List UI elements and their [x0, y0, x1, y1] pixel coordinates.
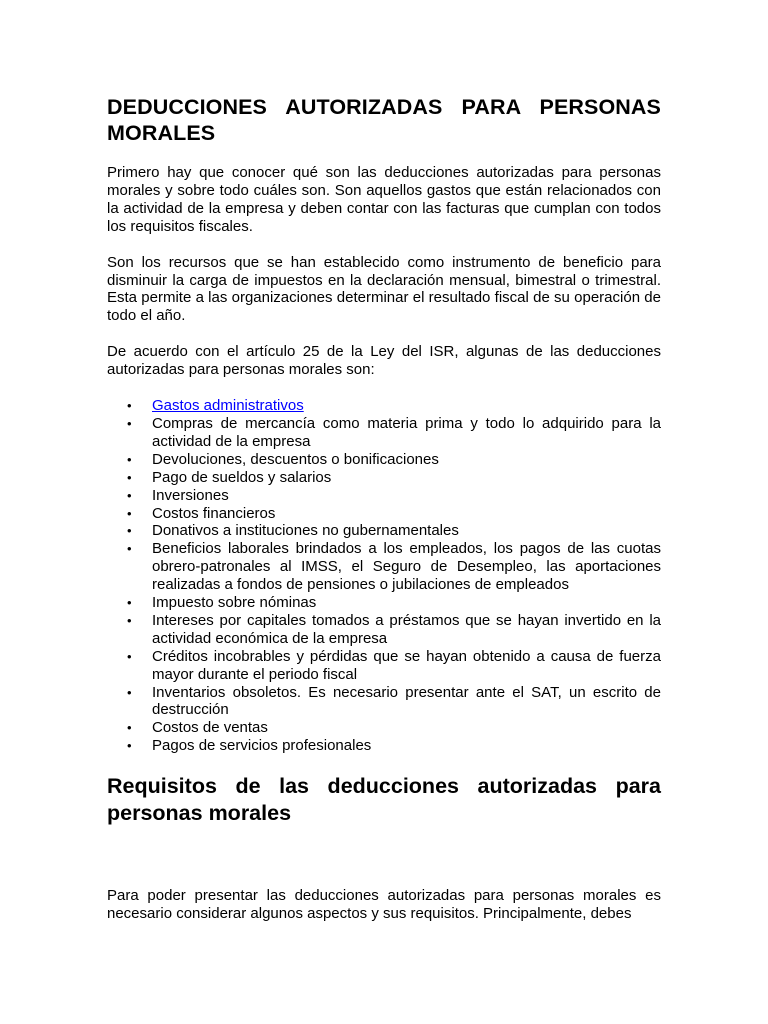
list-item	[107, 648, 661, 684]
list-item-text: Pago de sueldos y salarios	[152, 468, 332, 486]
closing-paragraph: Para poder presentar las deducciones autorizadas para personas morales es necesario considerar algunos aspectos y sus requisitos. Principalmente, debes	[107, 887, 661, 923]
bullet-icon: •	[127, 487, 132, 503]
list-item-text: Costos financieros	[152, 504, 276, 522]
bullet-icon: •	[127, 398, 132, 414]
list-item	[107, 684, 661, 720]
list-item	[107, 612, 661, 648]
list-item-text: Intereses por capitales tomados a préstamos que se hayan invertido en la actividad económica de la empresa	[152, 611, 661, 647]
list-item	[107, 469, 661, 487]
list-item	[107, 540, 661, 594]
bullet-icon: •	[127, 469, 132, 485]
bullet-icon: •	[127, 738, 132, 754]
gastos-administrativos-link[interactable]: Gastos administrativos	[152, 397, 304, 415]
bullet-icon: •	[127, 505, 132, 521]
list-item	[107, 522, 661, 540]
article-paragraph: De acuerdo con el artículo 25 de la Ley del ISR, algunas de las deducciones autorizadas para personas morales son:	[107, 343, 661, 379]
list-item-text: Impuesto sobre nóminas	[152, 594, 317, 612]
list-item-text: Inversiones	[152, 486, 229, 504]
bullet-icon: •	[127, 720, 132, 736]
section-subtitle: Requisitos de las deducciones autorizadas para personas morales	[107, 774, 661, 826]
list-item	[107, 415, 661, 451]
list-item-text: Donativos a instituciones no gubernamentales	[152, 522, 459, 540]
bullet-icon: •	[127, 415, 132, 431]
deductions-list	[107, 397, 661, 755]
list-item-text: Compras de mercancía como materia prima y todo lo adquirido para la actividad de la empresa	[152, 414, 661, 450]
list-item[interactable]	[107, 397, 661, 415]
list-item	[107, 737, 661, 755]
list-item-text: Beneficios laborales brindados a los empleados, los pagos de las cuotas obrero-patronales al IMSS, el Seguro de Desempleo, las aportaciones realizadas a fondos de pensiones o jubilaciones de empleados	[152, 540, 661, 594]
document-title: DEDUCCIONES AUTORIZADAS PARA PERSONAS MORALES	[107, 95, 661, 145]
bullet-icon: •	[127, 648, 132, 664]
bullet-icon: •	[127, 684, 132, 700]
list-item-text: Créditos incobrables y pérdidas que se hayan obtenido a causa de fuerza mayor durante el periodo fiscal	[152, 647, 661, 683]
list-item-text: Devoluciones, descuentos o bonificaciones	[152, 450, 439, 468]
list-item	[107, 505, 661, 523]
intro-paragraph: Primero hay que conocer qué son las deducciones autorizadas para personas morales y sobre todo cuáles son. Son aquellos gastos que están relacionados con la actividad de la empresa y deben contar con las facturas que cumplan con todos los requisitos fiscales.	[107, 164, 661, 235]
list-item-text: Pagos de servicios profesionales	[152, 737, 372, 755]
bullet-icon: •	[127, 612, 132, 628]
bullet-icon: •	[127, 451, 132, 467]
list-item-text: Costos de ventas	[152, 719, 268, 737]
list-item	[107, 594, 661, 612]
list-item	[107, 487, 661, 505]
list-item-text: Inventarios obsoletos. Es necesario presentar ante el SAT, un escrito de destrucción	[152, 683, 661, 719]
bullet-icon: •	[127, 541, 132, 557]
list-item	[107, 451, 661, 469]
resources-paragraph: Son los recursos que se han establecido como instrumento de beneficio para disminuir la carga de impuestos en la declaración mensual, bimestral o trimestral. Esta permite a las organizaciones determinar el resultado fiscal de su operación de todo el año.	[107, 253, 661, 325]
bullet-icon: •	[127, 523, 132, 539]
bullet-icon: •	[127, 595, 132, 611]
list-item	[107, 719, 661, 737]
